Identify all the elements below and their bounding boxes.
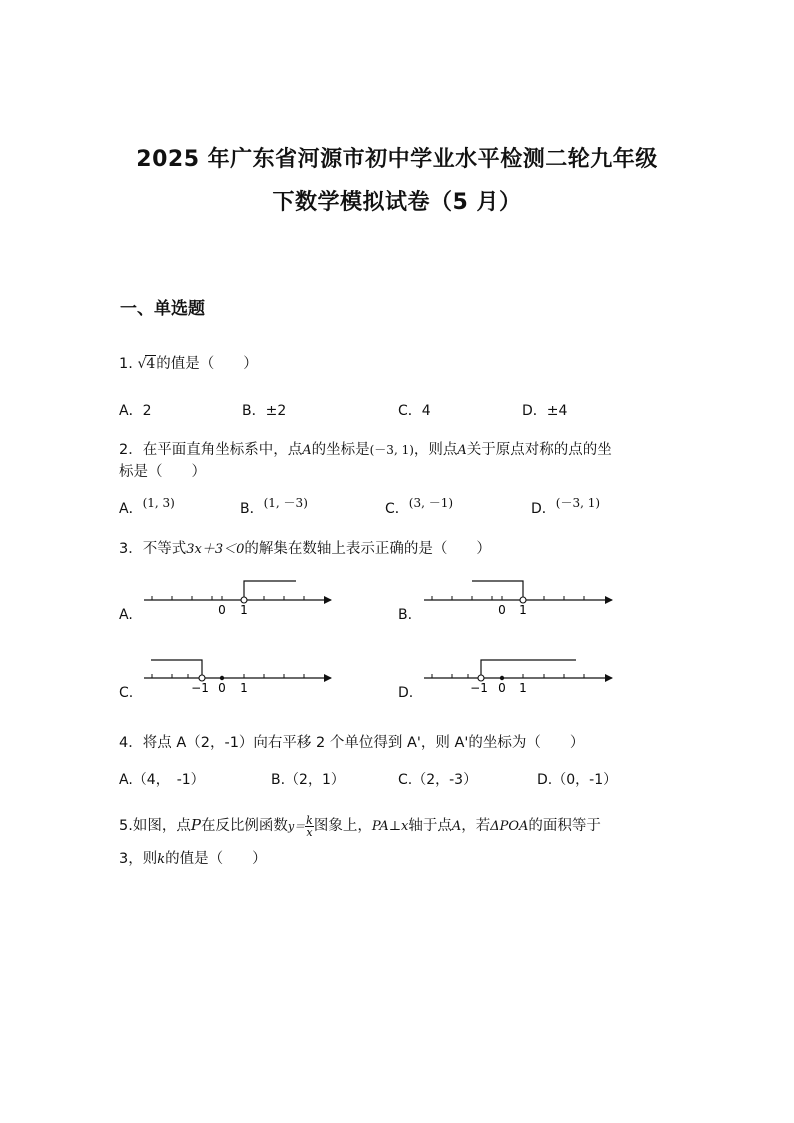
question-5 <box>119 814 601 838</box>
tick-label: −1 <box>191 681 209 695</box>
question-text: 轴于点 <box>408 818 452 834</box>
number-line-b[interactable] <box>424 581 612 617</box>
tick-label: 0 <box>218 603 226 617</box>
section-heading: 一、单选题 <box>120 299 205 319</box>
question-4: 4．将点 A（2，-1）向右平移 2 个单位得到 A'，则 A'的坐标为（ ） <box>119 735 585 751</box>
tick-label: 1 <box>519 681 527 695</box>
number-line-c[interactable] <box>144 660 331 695</box>
q1-option-d[interactable]: D．±4 <box>522 403 568 419</box>
question-text: 3．不等式 <box>119 541 187 557</box>
q1-option-b[interactable]: B．±2 <box>242 403 287 419</box>
fraction-denominator: x <box>306 825 313 839</box>
tick-label: 0 <box>218 681 226 695</box>
question-text: 5.如图，点 <box>119 818 191 834</box>
option-letter: D． <box>531 501 556 517</box>
option-letter: A． <box>119 501 143 517</box>
tick-label: 1 <box>240 681 248 695</box>
q4-option-b[interactable]: B.（2，1） <box>271 772 345 788</box>
triangle-expression: ΔPOA <box>490 819 529 834</box>
q4-option-c[interactable]: C.（2，-3） <box>398 772 478 788</box>
option-value: (－3, 1) <box>555 496 601 510</box>
variable-a: A <box>302 443 312 458</box>
q3-option-c-label[interactable]: C. <box>119 685 134 701</box>
question-5-line2 <box>119 847 267 868</box>
option-letter: C． <box>385 501 409 517</box>
number-line-d[interactable] <box>424 660 612 695</box>
tick-label: 1 <box>519 603 527 617</box>
tick-label: 0 <box>498 681 506 695</box>
q1-option-a[interactable]: A．2 <box>119 403 152 419</box>
perpendicular-expression: PA⊥x <box>371 819 409 834</box>
number-line-a[interactable] <box>144 581 331 617</box>
question-2-line2: 标是（ ） <box>119 464 206 480</box>
inequality: 3x＋3＜0 <box>186 542 245 557</box>
question-text: 的解集在数轴上表示正确的是（ ） <box>244 541 491 557</box>
page-title-line2: 下数学模拟试卷（5 月） <box>272 190 522 215</box>
question-text: ，若 <box>461 818 491 834</box>
tick-label: 1 <box>240 603 248 617</box>
q3-option-b-label[interactable]: B. <box>398 607 413 623</box>
variable-k: k <box>157 852 166 867</box>
option-value: (1, －3) <box>263 496 308 510</box>
question-number: 1. <box>119 356 133 372</box>
q1-option-c[interactable]: C．4 <box>398 403 431 419</box>
question-text: 3，则 <box>119 851 158 867</box>
question-text: 图象上， <box>313 818 372 834</box>
question-text: 的面积等于 <box>528 818 601 834</box>
question-text: 的坐标是 <box>311 442 370 458</box>
function-lhs: y＝ <box>287 820 306 833</box>
option-letter: B． <box>240 501 264 517</box>
coordinate: (－3, 1) <box>369 443 414 457</box>
q3-option-d-label[interactable]: D. <box>398 685 414 701</box>
page-title-line1: 2025 年广东省河源市初中学业水平检测二轮九年级 <box>136 147 658 172</box>
option-value: (1, 3) <box>142 496 175 510</box>
question-text: 的值是（ ） <box>165 851 267 867</box>
q3-option-a-label[interactable]: A. <box>119 607 133 623</box>
fraction-numerator: k <box>306 813 313 827</box>
question-text: 2．在平面直角坐标系中，点 <box>119 442 303 458</box>
tick-label: 0 <box>498 603 506 617</box>
q4-option-d[interactable]: D.（0，-1） <box>537 772 618 788</box>
fraction-k-over-x <box>305 815 314 838</box>
radicand: 4 <box>146 356 156 372</box>
option-value: (3, －1) <box>408 496 454 510</box>
variable-p: P <box>190 816 201 834</box>
variable-a: A <box>451 819 462 834</box>
q4-option-a[interactable]: A.（4， -1） <box>119 772 205 788</box>
sqrt-expression: √4 <box>137 356 156 372</box>
question-text: 的值是（ ） <box>156 356 258 372</box>
question-text: 关于原点对称的点的坐 <box>466 442 612 458</box>
question-text: 在反比例函数 <box>200 818 288 834</box>
variable-a: A <box>457 443 467 458</box>
tick-label: −1 <box>470 681 488 695</box>
question-text: ，则点 <box>413 442 458 458</box>
